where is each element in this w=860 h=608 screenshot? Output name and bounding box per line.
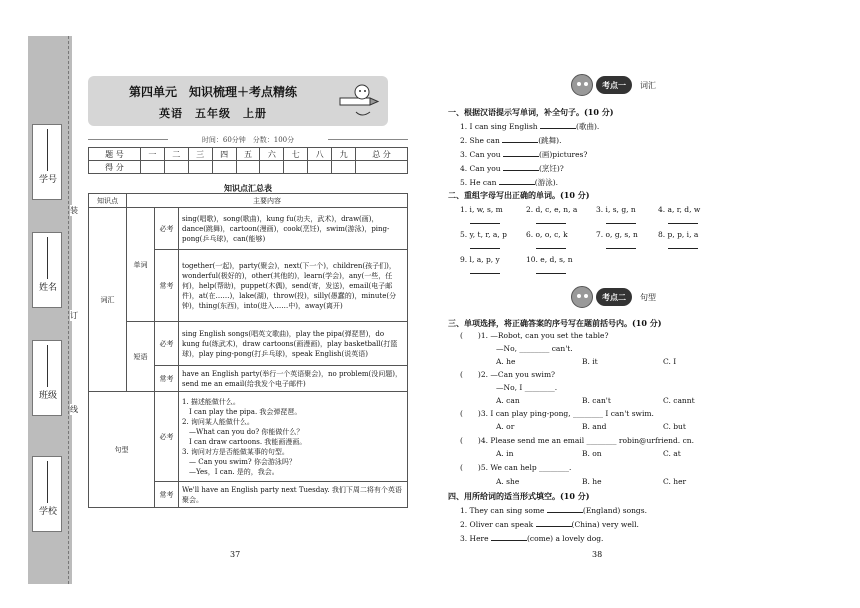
answer-blank[interactable] [547, 505, 583, 513]
answer-blank[interactable] [536, 519, 572, 527]
s1-post: (游泳). [534, 178, 559, 187]
s2-item: 8. p, p, i, a [658, 230, 699, 239]
badge-sentence: 考点二 [596, 288, 632, 306]
s1-pre: 1. I can sing English [460, 122, 541, 131]
s3-option[interactable]: B. he [582, 477, 602, 486]
s3-option[interactable]: A. or [496, 422, 515, 431]
score-cell[interactable] [332, 161, 356, 174]
s3-option[interactable]: B. and [582, 422, 607, 431]
page-number-right: 38 [592, 550, 603, 559]
s1-pre: 3. Can you [460, 150, 503, 159]
sentence-line: — Can you swim? 你会游泳吗？ [189, 457, 296, 466]
answer-line[interactable] [536, 223, 566, 224]
s1-post: (画)pictures? [538, 150, 588, 159]
score-cell[interactable] [164, 161, 188, 174]
s3-question: ( )5. We can help ________. [460, 463, 572, 472]
sentence-line: I can play the pipa. 我会弹琵琶。 [189, 407, 302, 416]
s4-pre: 1. They can sing some [460, 506, 547, 515]
s4-post: (England) songs. [582, 506, 647, 515]
score-cell[interactable] [212, 161, 236, 174]
name-box [32, 232, 62, 308]
answer-line[interactable] [470, 248, 500, 249]
sentence-line: —Yes，I can. 是的，我会。 [189, 467, 279, 476]
s2-item: 2. d, c, e, n, a [526, 205, 578, 214]
time-rule-left [88, 139, 168, 140]
section2-title: 二、重组字母写出正确的单词。(10 分) [448, 190, 590, 200]
score-cell[interactable] [236, 161, 260, 174]
time-rule-right [328, 139, 408, 140]
s2-item: 3. i, s, g, n [596, 205, 636, 214]
s3-question-line2: —No, ________ can't. [496, 344, 573, 353]
sentence-must-text [179, 392, 408, 482]
school-line[interactable] [47, 461, 48, 503]
s4-item [460, 519, 639, 530]
score-cell[interactable] [188, 161, 212, 174]
s3-question: ( )4. Please send me an email ________ robin@urfriend. cn. [460, 436, 694, 445]
s2-item: 6. o, o, c, k [526, 230, 568, 239]
answer-blank[interactable] [491, 533, 527, 541]
time-score-line [88, 135, 408, 145]
score-row-label: 得 分 [89, 161, 141, 174]
col-point-header: 知识点 [89, 194, 127, 208]
s4-post: (China) very well. [571, 520, 639, 529]
class-line[interactable] [47, 345, 48, 387]
time-score-text: 时间：60分钟 分数：100分 [201, 136, 295, 144]
sentence-line: 1. 描述能做什么。 [182, 397, 240, 406]
score-header-cell: 八 [308, 148, 332, 161]
s4-pre: 3. Here [460, 534, 491, 543]
badge-vocab: 考点一 [596, 76, 632, 94]
badge-vocab-label: 词汇 [640, 81, 656, 90]
must-label: 必考 [155, 322, 179, 366]
section1-title: 一、根据汉语提示写单词，补全句子。(10 分) [448, 107, 614, 117]
word-must-text: sing(唱歌)，song(歌曲)，kung fu(功夫，武术)，draw(画)，dance(跳舞)，cartoon(漫画)，cook(烹饪)，swim(游泳)，ping-pong(乒乓球)，can(能够) [179, 208, 408, 250]
s3-question-line2: —No, I ________. [496, 383, 558, 392]
s3-option[interactable]: C. but [663, 422, 686, 431]
sentence-line: I can draw cartoons. 我能画漫画。 [189, 437, 307, 446]
cut-char-ding: 订 [70, 311, 78, 320]
must-label: 必考 [155, 208, 179, 250]
s2-item: 10. e, d, s, n [526, 255, 573, 264]
s3-question: ( )1. —Robot, can you set the table? [460, 331, 609, 340]
score-header-cell: 九 [332, 148, 356, 161]
answer-blank[interactable] [502, 135, 538, 143]
s1-post: (烹饪)? [538, 164, 564, 173]
score-header-cell: 四 [212, 148, 236, 161]
mascot-face-icon [571, 74, 593, 96]
score-header-row [89, 148, 408, 161]
answer-line[interactable] [470, 273, 500, 274]
answer-blank[interactable] [499, 177, 535, 185]
s1-item [460, 177, 558, 188]
s4-item [460, 505, 647, 516]
answer-line[interactable] [536, 273, 566, 274]
score-value-row [89, 161, 408, 174]
section3-title: 三、单项选择，将正确答案的序号写在题前括号内。(10 分) [448, 318, 662, 328]
class-box [32, 340, 62, 416]
student-number-box [32, 124, 62, 200]
s1-item [460, 163, 564, 174]
s2-item: 7. o, g, s, n [596, 230, 638, 239]
sentence-cell: 句型 [89, 392, 155, 508]
s4-post: (come) a lovely dog. [526, 534, 604, 543]
cut-char-xian: 线 [70, 405, 78, 414]
student-number-label: 学号 [38, 175, 57, 185]
word-cell: 单词 [127, 208, 155, 322]
school-label: 学校 [38, 507, 57, 517]
answer-line[interactable] [606, 248, 636, 249]
s3-option[interactable]: B. can't [582, 396, 611, 405]
s1-post: (跳舞). [538, 136, 562, 145]
sentence-line: —What can you do? 你能做什么？ [189, 427, 304, 436]
score-header-cell: 一 [140, 148, 164, 161]
s4-pre: 2. Oliver can speak [460, 520, 536, 529]
s3-option[interactable]: C. cannt [663, 396, 695, 405]
unit-subtitle: 英语 五年级 上册 [159, 107, 267, 120]
s1-post: (歌曲). [576, 122, 600, 131]
s1-pre: 2. She can [460, 136, 503, 145]
answer-line[interactable] [606, 223, 636, 224]
s2-item: 5. y, t, r, a, p [460, 230, 507, 239]
unit-title: 第四单元 知识梳理＋考点精练 [128, 85, 297, 99]
s3-option[interactable]: C. at [663, 449, 681, 458]
s3-option[interactable]: A. in [496, 449, 514, 458]
score-cell[interactable] [140, 161, 164, 174]
name-label: 姓名 [38, 283, 57, 293]
phrase-must-text: sing English songs(唱英文歌曲)，play the pipa(弹琵琶)，do kung fu(练武术)，draw cartoons(画漫画)，play basketball(打篮球)，play ping-pong(打乒乓球)，speak English(说英语) [179, 322, 408, 366]
score-cell[interactable] [284, 161, 308, 174]
vocab-cell: 词汇 [89, 208, 127, 392]
common-label: 常考 [155, 250, 179, 322]
common-label: 常考 [155, 366, 179, 392]
pencil-mascot-icon [338, 82, 384, 120]
s3-question: ( )3. I can play ping-pong, ________ I can't swim. [460, 409, 654, 418]
s1-item [460, 121, 599, 132]
sentence-line: 2. 询问某人能做什么。 [182, 417, 254, 426]
sentence-line: 3. 询问对方是否能做某事的句型。 [182, 447, 289, 456]
s2-item: 4. a, r, d, w [658, 205, 701, 214]
s3-option[interactable]: B. on [582, 449, 602, 458]
answer-blank[interactable] [503, 149, 539, 157]
score-header-cell: 三 [188, 148, 212, 161]
phrase-cell: 短语 [127, 322, 155, 392]
score-header-cell: 总 分 [356, 148, 408, 161]
student-number-line[interactable] [47, 129, 48, 171]
answer-line[interactable] [668, 223, 698, 224]
s2-item: 1. i, w, s, m [460, 205, 503, 214]
sentence-common-text: We'll have an English party next Tuesday. 我们下周二将有个英语聚会。 [179, 482, 408, 508]
common-label: 常考 [155, 482, 179, 508]
s3-option[interactable]: A. she [496, 477, 520, 486]
cut-char-zhuang: 装 [70, 206, 78, 215]
score-header-cell: 题 号 [89, 148, 141, 161]
must-label: 必考 [155, 392, 179, 482]
s1-item [460, 149, 587, 160]
s3-question: ( )2. —Can you swim? [460, 370, 556, 379]
score-header-cell: 七 [284, 148, 308, 161]
s3-option[interactable]: C. her [663, 477, 687, 486]
unit-banner [88, 76, 388, 126]
s2-item: 9. l, a, p, y [460, 255, 500, 264]
name-line[interactable] [47, 237, 48, 279]
col-content-header: 主要内容 [127, 194, 408, 208]
summary-table [88, 193, 408, 508]
page-number-left: 37 [230, 550, 241, 559]
score-cell[interactable] [308, 161, 332, 174]
answer-blank[interactable] [503, 163, 539, 171]
cut-line [68, 36, 69, 584]
summary-title: 知识点汇总表 [224, 183, 272, 193]
answer-line[interactable] [470, 223, 500, 224]
score-cell[interactable] [260, 161, 284, 174]
score-header-cell: 五 [236, 148, 260, 161]
s3-option[interactable]: B. it [582, 357, 598, 366]
s1-pre: 4. Can you [460, 164, 503, 173]
answer-line[interactable] [536, 248, 566, 249]
phrase-common-text: have an English party(举行一个英语聚会)，no problem(没问题)，send me an email(给我发个电子邮件) [179, 366, 408, 392]
class-label: 班级 [38, 391, 57, 401]
answer-blank[interactable] [540, 121, 576, 129]
s3-option[interactable]: A. he [496, 357, 516, 366]
score-header-cell: 二 [164, 148, 188, 161]
score-header-cell: 六 [260, 148, 284, 161]
binding-strip [28, 36, 72, 584]
s4-item [460, 533, 603, 544]
school-box [32, 456, 62, 532]
s3-option[interactable]: C. I [663, 357, 677, 366]
s1-item [460, 135, 561, 146]
badge-sentence-label: 句型 [640, 293, 656, 302]
score-table [88, 147, 408, 174]
section4-title: 四、用所给词的适当形式填空。(10 分) [448, 491, 590, 501]
score-cell[interactable] [356, 161, 408, 174]
answer-line[interactable] [668, 248, 698, 249]
mascot-face-icon [571, 286, 593, 308]
word-common-text: together(一起)，party(聚会)，next(下一个)，children(孩子们)，wonderful(极好的)，other(其他的)，learn(学会)，any(一些，任何)，help(帮助)，puppet(木偶)，send(寄，发送)，email(电子邮件)，at(在……)，lake(湖)，throw(投)，silly(愚蠢的)，minute(分钟)，thing(东西)，into(进入……中)，away(离开) [179, 250, 408, 322]
s1-pre: 5. He can [460, 178, 499, 187]
s3-option[interactable]: A. can [496, 396, 520, 405]
